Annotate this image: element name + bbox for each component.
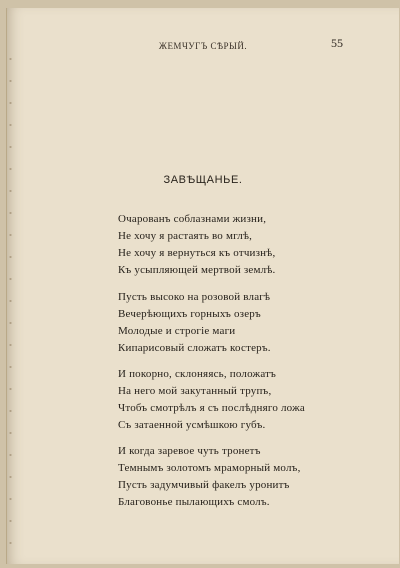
- verse-line: Пусть задумчивый факелъ уронитъ: [118, 479, 290, 491]
- verse-line: Не хочу я растаять во мглѣ,: [118, 230, 253, 242]
- verse-line: Молодые и строгіе маги: [118, 325, 236, 337]
- verse-line: Къ усыпляющей мертвой землѣ.: [118, 264, 276, 276]
- page-number: 55: [331, 36, 343, 50]
- verse-line: Вечерѣющихъ горныхъ озеръ: [118, 308, 261, 320]
- stanza-4: [118, 443, 301, 511]
- binding-stitch-marks: [9, 48, 12, 544]
- verse-line: Не хочу я вернуться къ отчизнѣ,: [118, 247, 276, 259]
- verse-line: Темнымъ золотомъ мраморный молъ,: [118, 462, 301, 474]
- poem-title: ЗАВѢЩАНЬЕ.: [163, 174, 243, 186]
- stanza-3: [118, 366, 305, 434]
- verse-line: Чтобъ смотрѣлъ я съ послѣдняго ложа: [118, 402, 305, 414]
- verse-line: И когда заревое чуть тронетъ: [118, 445, 261, 457]
- verse-line: Очарованъ соблазнами жизни,: [118, 213, 267, 225]
- stanza-2: [118, 289, 271, 357]
- book-page: [6, 8, 399, 564]
- verse-line: На него мой закутанный трупъ,: [118, 385, 272, 397]
- verse-line: Пусть высоко на розовой влагѣ: [118, 291, 271, 303]
- verse-line: Съ затаенной усмѣшкою губъ.: [118, 419, 266, 431]
- running-head: ЖЕМЧУГЪ СѢРЫЙ.: [158, 41, 248, 51]
- verse-line: Кипарисовый сложатъ костеръ.: [118, 342, 271, 354]
- verse-line: И покорно, склоняясь, положатъ: [118, 368, 277, 380]
- stanza-1: [118, 211, 275, 279]
- verse-line: Благовонье пылающихъ смолъ.: [118, 496, 270, 508]
